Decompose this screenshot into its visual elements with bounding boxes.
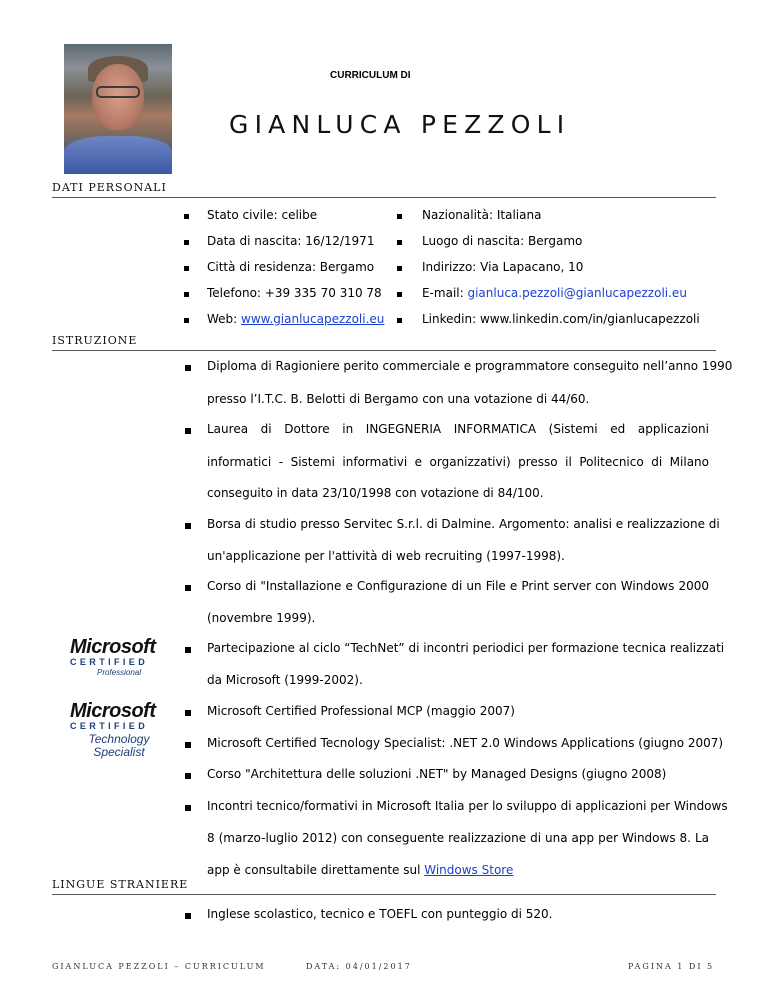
marital-status: Stato civile: celibe <box>207 208 318 222</box>
ms-logo-technology: Technology <box>88 732 150 746</box>
email-link[interactable]: gianluca.pezzoli@gianlucapezzoli.eu <box>467 286 687 300</box>
bullet-icon <box>185 805 191 811</box>
edu-mcts: Microsoft Certified Tecnology Specialist: .NET 2.0 Windows Applications (giugno 2007) <box>207 736 724 750</box>
person-name: GIANLUCA PEZZOLI <box>229 110 571 139</box>
windows-store-link[interactable]: Windows Store <box>424 863 514 877</box>
ms-certified-professional-logo <box>70 636 168 677</box>
bullet-icon <box>185 428 191 434</box>
bullet-icon <box>397 266 402 271</box>
section-education-title: ISTRUZIONE <box>52 334 138 347</box>
edu-corso-line2: (novembre 1999). <box>207 611 316 625</box>
edu-laurea-line1: Laurea di Dottore in INGEGNERIA INFORMATICA (Sistemi ed applicazioni <box>207 422 709 436</box>
divider <box>52 350 716 351</box>
edu-diploma-line2: presso l’I.T.C. B. Belotti di Bergamo con una votazione di 44/60. <box>207 392 590 406</box>
email <box>422 286 687 300</box>
edu-win8-line1: Incontri tecnico/formativi in Microsoft Italia per lo sviluppo di applicazioni per Windows <box>207 799 728 813</box>
website <box>207 312 384 326</box>
edu-technet-line2: da Microsoft (1999-2002). <box>207 673 363 687</box>
edu-win8-line2: 8 (marzo-luglio 2012) con conseguente realizzazione di una app per Windows 8. La <box>207 831 709 845</box>
bullet-icon <box>184 292 189 297</box>
bullet-icon <box>185 742 191 748</box>
edu-laurea-line2: informatici - Sistemi informativi e organizzativi) presso il Politecnico di Milano <box>207 455 709 469</box>
email-label: E-mail: <box>422 286 468 300</box>
bullet-icon <box>184 214 189 219</box>
birth-place: Luogo di nascita: Bergamo <box>422 234 583 248</box>
phone: Telefono: +39 335 70 310 78 <box>207 286 382 300</box>
cv-label: CURRICULUM DI <box>330 70 411 81</box>
edu-architettura: Corso "Architettura delle soluzioni .NET" by Managed Designs (giugno 2008) <box>207 767 667 781</box>
divider <box>52 894 716 895</box>
bullet-icon <box>185 365 191 371</box>
bullet-icon <box>184 318 189 323</box>
edu-win8-line3-text: app è consultabile direttamente sul <box>207 863 425 877</box>
bullet-icon <box>185 913 191 919</box>
language-english: Inglese scolastico, tecnico e TOEFL con punteggio di 520. <box>207 907 553 921</box>
edu-diploma-line1: Diploma di Ragioniere perito commerciale e programmatore conseguito nell’anno 1990 <box>207 359 733 373</box>
ms-certified-technology-specialist-logo <box>70 700 168 759</box>
edu-corso-line1: Corso di "Installazione e Configurazione di un File e Print server con Windows 2000 <box>207 579 709 593</box>
divider <box>52 197 716 198</box>
ms-logo-word: Microsoft <box>70 636 156 658</box>
profile-photo <box>64 44 172 174</box>
bullet-icon <box>397 214 402 219</box>
bullet-icon <box>185 710 191 716</box>
linkedin: Linkedin: www.linkedin.com/in/gianlucapezzoli <box>422 312 700 326</box>
section-personal-title: DATI PERSONALI <box>52 181 167 194</box>
bullet-icon <box>185 647 191 653</box>
edu-laurea-line3: conseguito in data 23/10/1998 con votazione di 84/100. <box>207 486 544 500</box>
bullet-icon <box>184 266 189 271</box>
ms-logo-professional: Professional <box>96 668 142 677</box>
website-link[interactable]: www.gianlucapezzoli.eu <box>241 312 385 326</box>
birth-date: Data di nascita: 16/12/1971 <box>207 234 375 248</box>
footer-date: DATA: 04/01/2017 <box>306 962 412 971</box>
bullet-icon <box>185 773 191 779</box>
footer-page: PAGINA 1 DI 5 <box>628 962 715 971</box>
bullet-icon <box>397 240 402 245</box>
bullet-icon <box>185 523 191 529</box>
ms-logo-word: Microsoft <box>70 700 156 722</box>
footer-left: GIANLUCA PEZZOLI – CURRICULUM <box>52 962 266 971</box>
address: Indirizzo: Via Lapacano, 10 <box>422 260 584 274</box>
edu-borsa-line1: Borsa di studio presso Servitec S.r.l. di Dalmine. Argomento: analisi e realizzazione di <box>207 517 720 531</box>
ms-logo-certified: CERTIFIED <box>70 721 149 731</box>
web-label: Web: <box>207 312 242 326</box>
edu-borsa-line2: un'applicazione per l'attività di web recruiting (1997-1998). <box>207 549 565 563</box>
edu-mcp: Microsoft Certified Professional MCP (maggio 2007) <box>207 704 515 718</box>
bullet-icon <box>185 585 191 591</box>
nationality: Nazionalità: Italiana <box>422 208 542 222</box>
edu-win8-line3 <box>207 863 709 877</box>
bullet-icon <box>397 318 402 323</box>
bullet-icon <box>184 240 189 245</box>
edu-technet-line1: Partecipazione al ciclo “TechNet” di incontri periodici per formazione tecnica realizzati <box>207 641 725 655</box>
ms-logo-specialist: Specialist <box>93 745 145 759</box>
residence-city: Città di residenza: Bergamo <box>207 260 375 274</box>
section-languages-title: LINGUE STRANIERE <box>52 878 189 891</box>
ms-logo-certified: CERTIFIED <box>70 657 149 667</box>
bullet-icon <box>397 292 402 297</box>
